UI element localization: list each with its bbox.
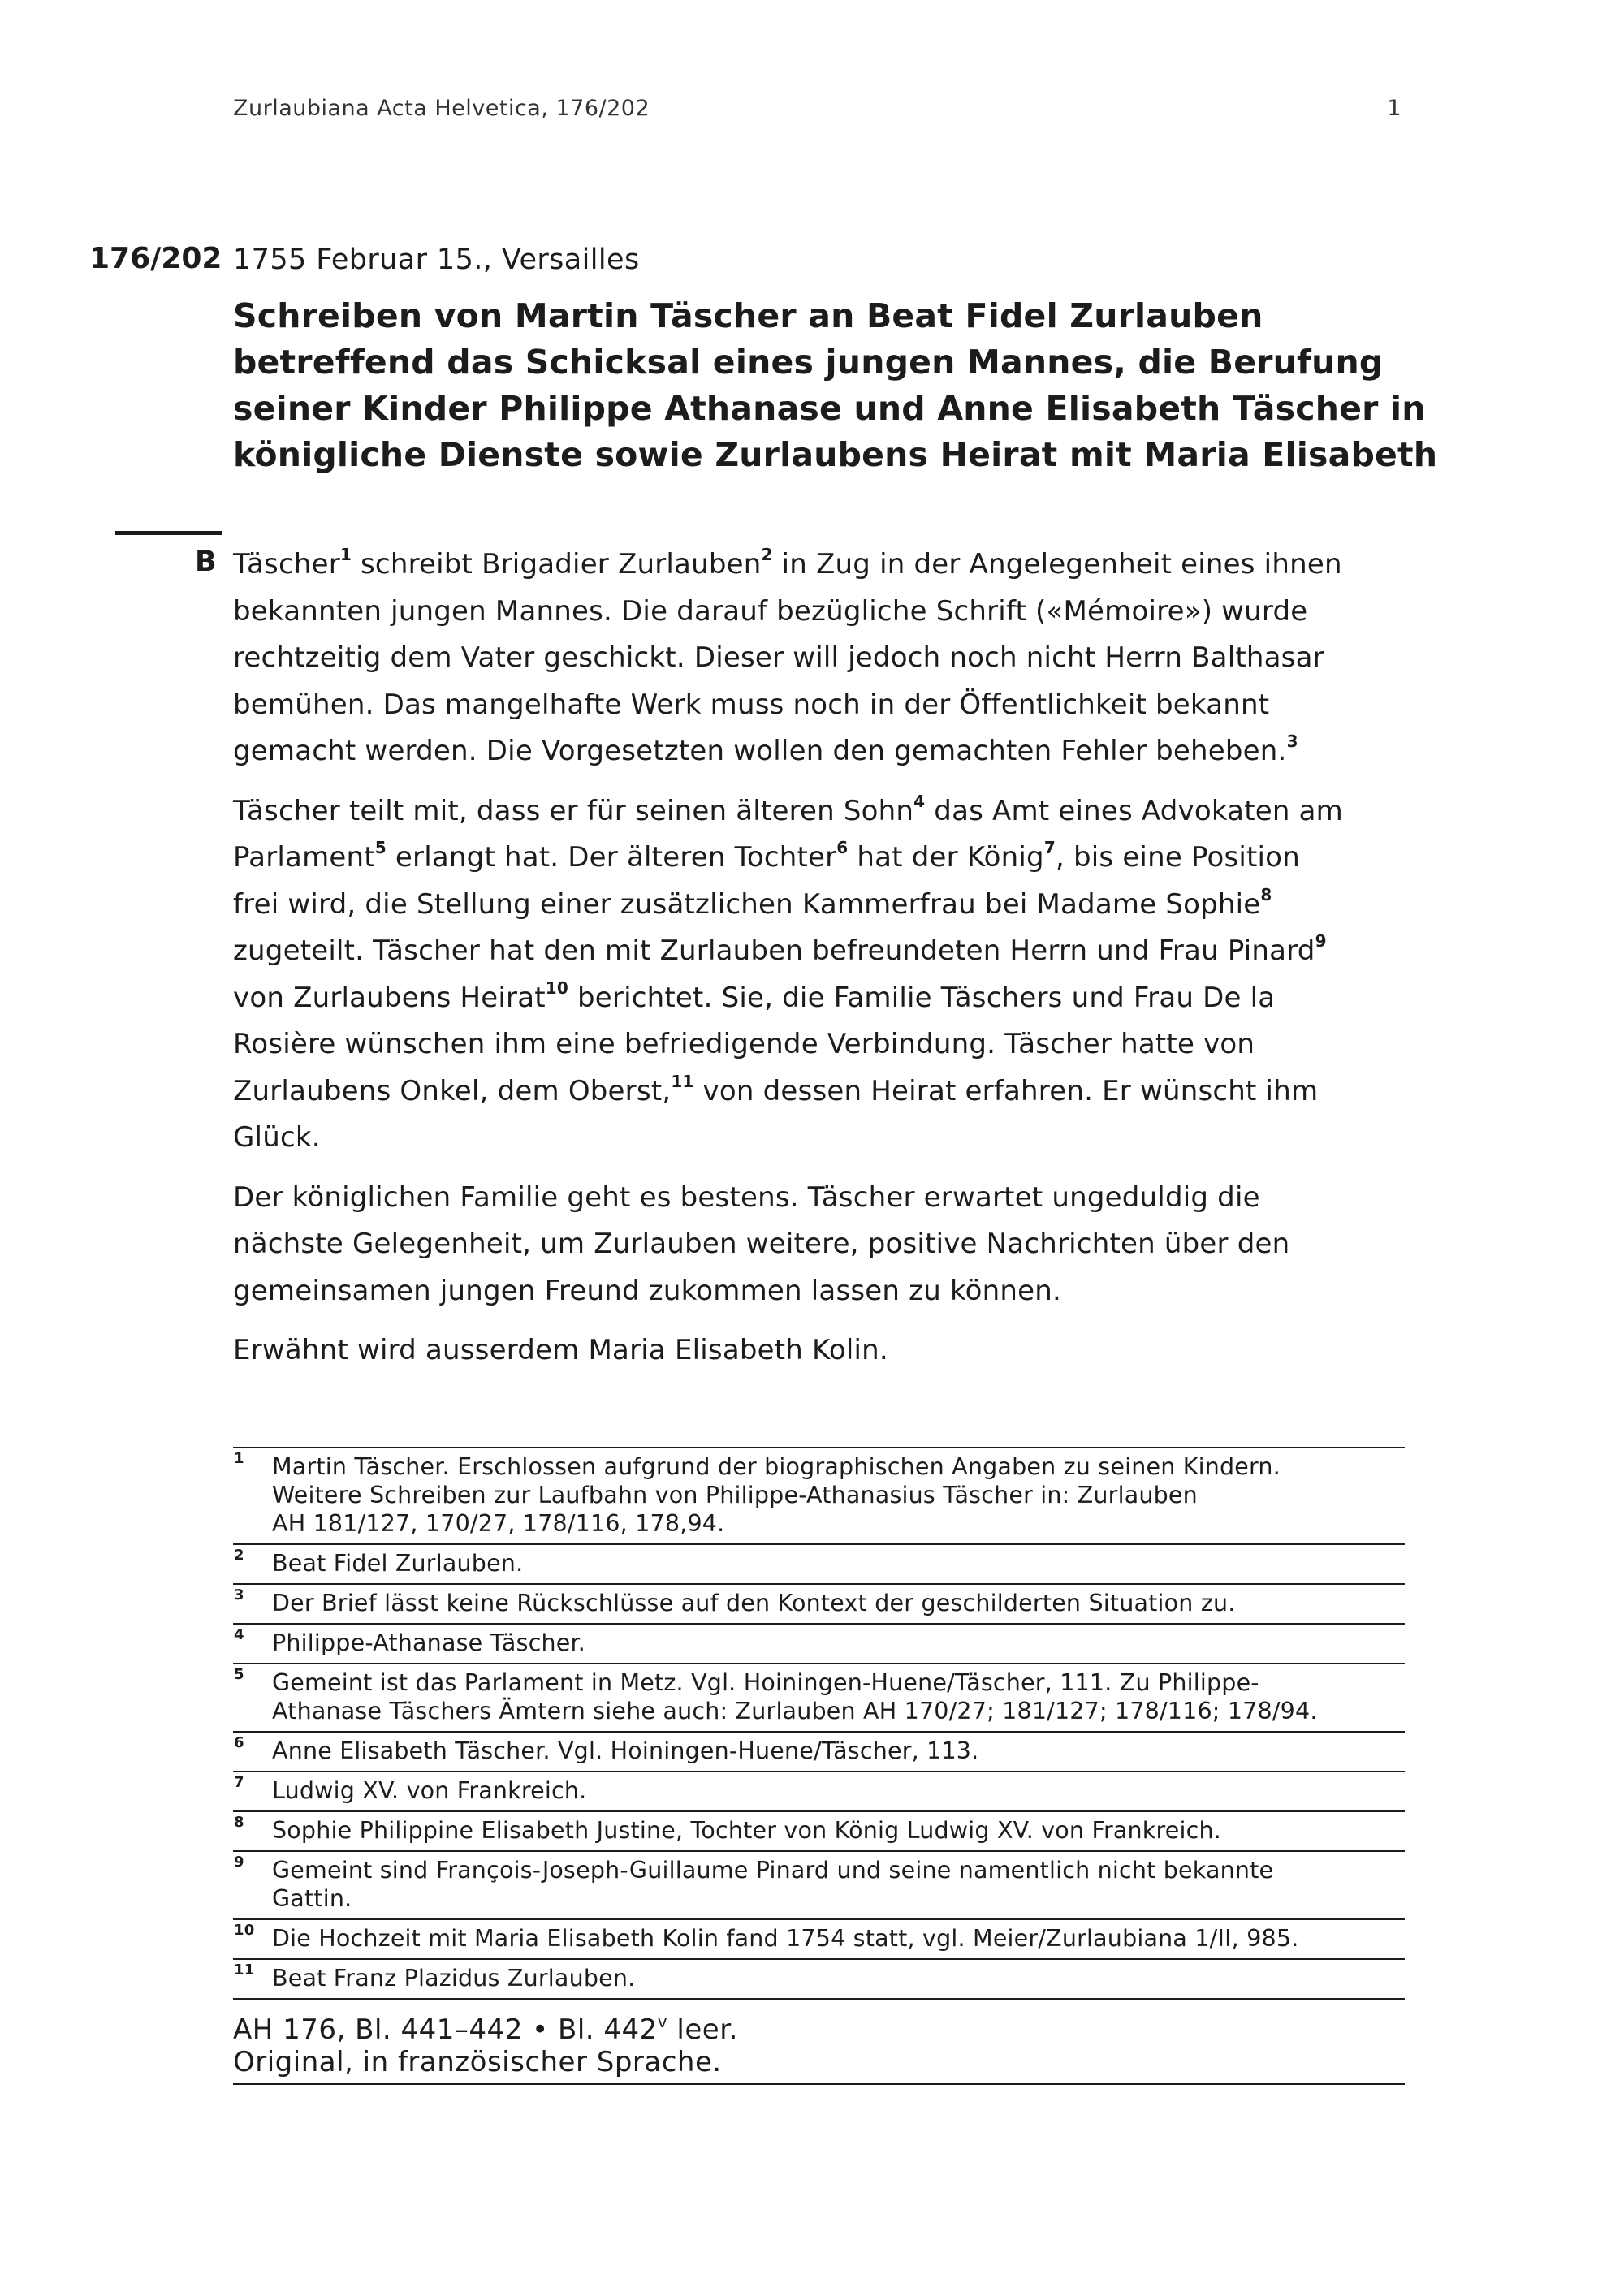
footnote-number: 9 [234,1854,244,1871]
text-line: rechtzeitig dem Vater geschickt. Dieser will jedoch noch nicht Herrn Balthasar [233,641,1324,674]
text-run: Parlament [233,841,375,874]
text-line [233,1068,1402,1116]
footnote-text [272,1549,1405,1577]
footnote-text [272,1668,1405,1725]
text-line: bekannten jungen Mannes. Die darauf bezügliche Schrift («Mémoire») wurde [233,594,1308,628]
text-line: bemühen. Das mangelhafte Werk muss noch in der Öffentlichkeit bekannt [233,688,1270,721]
footnote-ref[interactable]: 7 [1043,838,1056,857]
footnote-number: 6 [234,1734,244,1751]
title-line: seiner Kinder Philippe Athanase und Anne Elisabeth Täscher in [233,389,1426,428]
text-run: frei wird, die Stellung einer zusätzlichen Kammerfrau bei Madame Sophie [233,887,1261,921]
text-line: Erwähnt wird ausserdem Maria Elisabeth Kolin. [233,1334,888,1366]
source-line: Original, in französischer Sprache. [233,2046,722,2078]
footnote-line: Martin Täscher. Erschlossen aufgrund der biographischen Angaben zu seinen Kindern. [272,1453,1281,1480]
footnote-line: Der Brief lässt keine Rückschlüsse auf den Kontext der geschilderten Situation zu. [272,1590,1236,1616]
text-run: gemacht werden. Die Vorgesetzten wollen den gemachten Fehler beheben. [233,735,1287,767]
text-run: berichtet. Sie, die Familie Täschers und Frau De la [568,981,1276,1014]
footnote-ref[interactable]: 10 [545,978,569,998]
footnote-number: 2 [234,1547,244,1564]
text-line: nächste Gelegenheit, um Zurlauben weitere, positive Nachrichten über den [233,1228,1290,1260]
regest-body [233,542,1402,1388]
text-line: Der königlichen Familie geht es bestens. Täscher erwartet ungeduldig die [233,1180,1260,1214]
footnote [233,1771,1405,1810]
footnote-ref[interactable]: 3 [1286,732,1298,751]
footnote-line: Beat Fidel Zurlauben. [272,1550,524,1577]
section-marker: B [195,546,217,578]
footnote-number: 1 [234,1450,244,1467]
footnote-line: Die Hochzeit mit Maria Elisabeth Kolin fand 1754 statt, vgl. Meier/Zurlaubiana 1/II, 985. [272,1925,1299,1952]
text-line: Glück. [233,1121,321,1154]
footnote-line: AH 181/127, 170/27, 178/116, 178,94. [272,1510,725,1537]
paragraph-4 [233,1327,1402,1375]
text-run: zugeteilt. Täscher hat den mit Zurlauben befreundeten Herrn und Frau Pinard [233,934,1315,967]
text-line [233,728,1402,775]
footnote-number: 5 [234,1666,244,1683]
footnote-ref[interactable]: 5 [374,838,387,857]
footnote-ref[interactable]: 1 [339,545,352,564]
text-run: Täscher [233,548,340,580]
footnote [233,1447,1405,1543]
text-run: leer. [667,2013,738,2046]
footnote-number: 8 [234,1814,244,1831]
title-line: königliche Dienste sowie Zurlaubens Heirat mit Maria Elisabeth [233,435,1438,474]
footnote-line: Gemeint sind François-Joseph-Guillaume Pinard und seine namentlich nicht bekannte [272,1857,1274,1884]
text-run: das Amt eines Advokaten am [925,794,1343,827]
source-note [233,2013,1405,2085]
footnote-text [272,1629,1405,1657]
footnote [233,1958,1405,1998]
footnote [233,1623,1405,1663]
footnote-ref[interactable]: 2 [761,545,773,564]
footnote-number: 3 [234,1586,244,1603]
text-run: , bis eine Position [1055,841,1300,874]
footnote-line: Weitere Schreiben zur Laufbahn von Philippe-Athanasius Täscher in: Zurlauben [272,1482,1198,1508]
text-run: Zurlaubens Onkel, dem Oberst, [233,1074,672,1107]
footnote-line: Athanase Täschers Ämtern siehe auch: Zurlauben AH 170/27; 181/127; 178/116; 178/94. [272,1698,1318,1724]
footnote [233,1583,1405,1623]
paragraph-2 [233,788,1402,1162]
section-rule [115,531,222,535]
footnote-text [272,1964,1405,1992]
footnote [233,1543,1405,1583]
footnote-number: 7 [234,1774,244,1791]
footnote-line: Sophie Philippine Elisabeth Justine, Tochter von König Ludwig XV. von Frankreich. [272,1817,1222,1844]
text-line [233,975,1402,1022]
footnote-ref[interactable]: 6 [836,838,849,857]
footnote-number: 10 [234,1922,255,1939]
footnote-line: Beat Franz Plazidus Zurlauben. [272,1965,636,1992]
footnote-text [272,1737,1405,1765]
text-line [233,882,1402,929]
running-header [233,96,1402,128]
document-title [233,293,1438,478]
text-line [233,835,1402,882]
footnote-line: Gemeint ist das Parlament in Metz. Vgl. Hoiningen-Huene/Täscher, 111. Zu Philippe- [272,1669,1259,1696]
text-run: schreibt Brigadier Zurlauben [352,548,762,580]
footnote-ref[interactable]: 11 [671,1071,694,1091]
footnote [233,1850,1405,1918]
date-place: 1755 Februar 15., Versailles [233,244,640,276]
paragraph-3 [233,1175,1402,1315]
verso-mark: v [657,2012,668,2031]
footnote-text [272,1452,1405,1538]
footnote-line: Anne Elisabeth Täscher. Vgl. Hoiningen-Huene/Täscher, 113. [272,1737,979,1764]
footnote-number: 11 [234,1962,255,1979]
footnote-text [272,1776,1405,1805]
page-number: 1 [1387,96,1402,121]
source-line [233,2013,1405,2046]
paragraph-1 [233,542,1402,775]
footnotes [233,1447,1405,2000]
footnote-line: Ludwig XV. von Frankreich. [272,1777,587,1804]
text-run: von dessen Heirat erfahren. Er wünscht ihm [693,1074,1319,1107]
footnote [233,1731,1405,1771]
footnote-text [272,1924,1405,1953]
text-run: Täscher teilt mit, dass er für seinen älteren Sohn [233,794,914,827]
text-run: von Zurlaubens Heirat [233,981,546,1014]
footnote-line: Gattin. [272,1885,352,1912]
footnote-text [272,1856,1405,1913]
footnote [233,1663,1405,1731]
footnote-line: Philippe-Athanase Täscher. [272,1629,586,1656]
footnote-ref[interactable]: 8 [1260,884,1272,904]
document-number: 176/202 [89,242,222,275]
text-line [233,542,1402,589]
title-line: betreffend das Schicksal eines jungen Mannes, die Berufung [233,343,1384,382]
text-run: AH 176, Bl. 441–442 • Bl. 442 [233,2013,658,2046]
footnote-text [272,1816,1405,1845]
footnotes-end-rule [233,1998,1405,2000]
text-line [233,928,1402,975]
footnote [233,1810,1405,1850]
footnote-ref[interactable]: 4 [914,791,926,811]
footnote [233,1918,1405,1958]
title-line: Schreiben von Martin Täscher an Beat Fidel Zurlauben [233,296,1263,335]
text-run: erlangt hat. Der älteren Tochter [386,841,837,874]
text-run: hat der König [848,841,1044,874]
text-run: in Zug in der Angelegenheit eines ihnen [772,548,1342,580]
text-line [233,788,1402,835]
running-title: Zurlaubiana Acta Helvetica, 176/202 [233,96,650,121]
text-line: Rosière wünschen ihm eine befriedigende Verbindung. Täscher hatte von [233,1028,1255,1060]
footnote-ref[interactable]: 9 [1315,931,1327,951]
footnote-text [272,1589,1405,1617]
text-line: gemeinsamen jungen Freund zukommen lassen zu können. [233,1274,1062,1307]
footnote-number: 4 [234,1626,244,1643]
